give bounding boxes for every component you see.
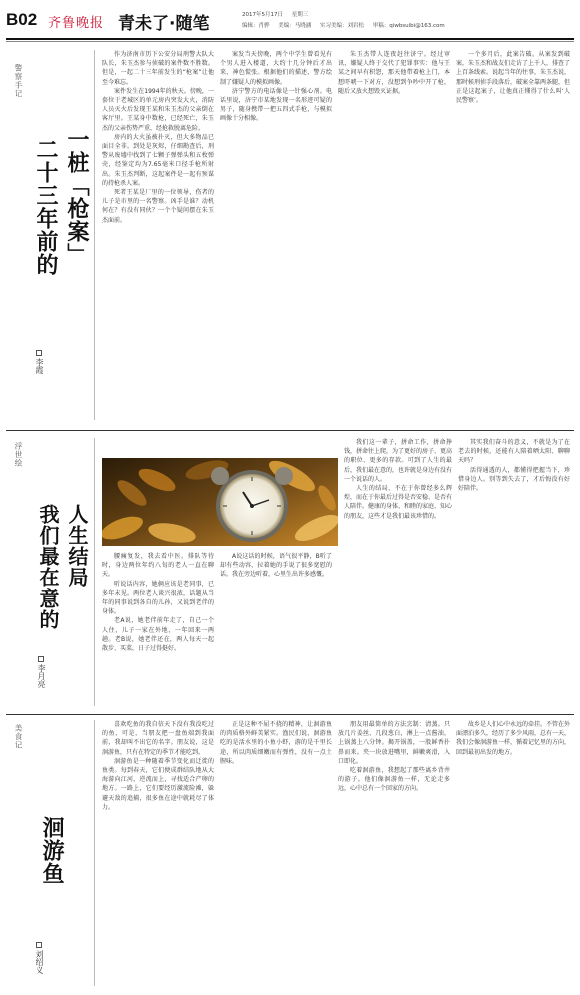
article-life-ending [6, 438, 574, 710]
text-column-3 [338, 50, 450, 420]
text-column-3 [344, 438, 452, 706]
text-column-2 [220, 720, 332, 986]
author-marker-icon [36, 942, 42, 948]
article-title-line-1: 一桩「枪案」 [64, 128, 89, 266]
article-title: 洄游鱼 [39, 816, 64, 885]
text-column-1 [102, 720, 214, 986]
section-title: 青未了·随笔 [118, 14, 210, 34]
article-gun-case [6, 50, 574, 425]
paragraph: A说这话的时候，语气很平静，B听了却有些动容，拉着她的手说了很多宽慰的话。我在旁边听着，心里生出许多感慨。 [220, 553, 332, 579]
issue-date-line [242, 10, 315, 18]
paragraph: 济宁警方的电话像是一针强心剂。电话里说，济宁市某地发现一名形迹可疑的男子，随身携带一把五四式手枪，与模拟画像十分相像。 [220, 87, 332, 123]
author-marker-icon [36, 350, 42, 356]
paragraph: 房内的大火虽被扑灭，但大多物品已面目全非。到处是灰烬，仔细勘查后，刑警从废墟中找到了七颗子弹弹头和五枚弹壳，经鉴定均为7.65毫米口径手枪所射出。朱玉杰判断，这起案件是一起有预谋的持枪杀人案。 [102, 133, 214, 187]
paragraph: 正是这种不屈不挠的精神，让洄游鱼的肉质格外鲜美紧实。渔民们说，洄游鱼吃的是活水里的小鱼小虾，游的是千里长途，所以肉质细嫩而有弹性，没有一点土腥味。 [220, 721, 332, 765]
paragraph: 故乡是人们心中永远的牵挂。不管在外面漂泊多久，经历了多少风雨，总有一天，我们会像洄游鱼一样，循着记忆里的方向，回到最初出发的地方。 [456, 721, 570, 756]
intern-editor-credit: 实习美编：刘岩松 [320, 23, 365, 29]
paragraph: 我们这一辈子，拼命工作，拼命挣钱，拼命往上爬，为了更好的房子、更高的职位、更多的存款。可到了人生的最后，我们最在意的，也许就是身边有没有一个说话的人。 [344, 439, 452, 483]
editor-credits [242, 21, 452, 29]
article-author: 刘绍义 [34, 942, 45, 974]
editor-credit: 编辑：肖骅 [242, 23, 270, 29]
paragraph: 吃着洄游鱼，我想起了那些离乡背井的游子。他们像洄游鱼一样，无论走多远，心中总有一个回家的方向。 [338, 767, 450, 793]
column-divider [94, 438, 95, 706]
column-divider [94, 50, 95, 420]
text-column-4 [456, 50, 570, 420]
section-divider [6, 714, 574, 715]
header-rule-thin [6, 41, 574, 42]
column-label: 警察手记 [14, 64, 23, 98]
paragraph: 喜欢吃鱼的我自信天下没有我没吃过的鱼，可是，当朋友把一盘鱼端到我面前，我却叫不出它的名字。朋友说，这是洄游鱼，只有在特定的季节才能吃到。 [102, 721, 214, 756]
clock-leaves-photo [102, 458, 338, 546]
paragraph: 其实我们奋斗的意义，不就是为了在老去的时候，还能有人陪着晒太阳、聊聊天吗？ [458, 439, 570, 465]
text-column-4 [458, 438, 570, 706]
paragraph: 一个多月后，此案告破。从案发到破案，朱玉杰和战友们走访了上千人，排查了上百条线索。说起当年的往事，朱玉杰说，那时候刑侦手段落后，破案全靠两条腿，但正是这起案子，让他真正懂得了什么叫‘人民警察’。 [456, 51, 570, 105]
issue-weekday: 星期三 [291, 12, 309, 18]
text-column-1 [102, 50, 214, 420]
article-title-line-2: 二十三年前的 [33, 138, 58, 276]
paragraph: 人生的结局，不在于你曾经多么辉煌，而在于你最后过得是否安稳、是否有人陪伴。健康的身体、和睦的家庭、知心的朋友，这些才是我们最该珍惜的。 [344, 485, 452, 520]
paragraph: 朋友用最简单的方法烹制：清蒸。只放几片姜丝、几段葱白，淋上一点酱油，上锅蒸上八分钟。揭开锅盖，一股鲜香扑鼻而来。夹一块放进嘴里，鲜嫩爽滑，入口即化。 [338, 721, 450, 765]
article-author: 李霞 [34, 350, 45, 374]
issue-date: 2017年5月17日 [242, 12, 283, 18]
paragraph: 活得通透的人，都懂得把握当下，珍惜身边人。别等到失去了，才后悔没有好好陪伴。 [458, 466, 570, 493]
column-divider [94, 720, 95, 986]
article-migratory-fish [6, 720, 574, 990]
paragraph: 朱玉杰带人连夜赶往济宁。经过审讯，嫌疑人终于交代了犯罪事实：他与王某之间早有积怨，那天他带着枪上门，本想吓唬一下对方，没想到争吵中开了枪，随后又放火想毁灭证据。 [338, 51, 450, 95]
art-editor-credit: 美编：马晓涵 [278, 23, 312, 29]
header-rule [6, 38, 574, 40]
text-column-3 [338, 720, 450, 986]
newspaper-name: 齐鲁晚报 [48, 16, 105, 31]
paragraph: 案件发生在1994年的秋天。傍晚，一套位于老城区的单元房内突发大火，消防人员灭火后发现王某和朱玉杰的父亲倒在客厅里。王某身中数枪，已经死亡，朱玉杰的父亲伤势严重，经抢救脱离危险。 [102, 87, 214, 132]
paragraph: 死者王某是厂里的一位领导，伤者的儿子是市里的一名警察。凶手是谁？动机何在？有没有同伙？一个个疑问摆在朱玉杰面前。 [102, 189, 214, 224]
clock-on-leaves-image [102, 458, 338, 546]
text-column-1 [102, 552, 214, 706]
section-divider [6, 430, 574, 431]
paragraph: 洄游鱼是一种随着季节变化而迁徙的鱼类。每到春天，它们便成群结队地从大海游向江河，逆流而上，寻找适合产卵的地方。一路上，它们要经历激流险滩，躲避天敌的追捕，很多鱼在途中就耗尽了体力。 [102, 757, 214, 811]
article-author: 李月亮 [36, 656, 47, 688]
page-number: B02 [6, 10, 38, 29]
paragraph: 听说话内容，她俩应该是老同事，已多年未见。两位老人谈兴很浓，话题从当年的同事说到各自的儿孙，又说到老伴的身体。 [102, 580, 214, 616]
author-marker-icon [38, 656, 44, 662]
article-title-line-2: 我们最在意的 [36, 504, 60, 630]
page-header [6, 4, 574, 38]
paragraph: 老A说，她老伴前年走了，自己一个人住，儿子一家在外地，一年回来一两趟。老B说，她老伴还在，两人每天一起散步、买菜，日子过得挺好。 [102, 617, 214, 653]
column-label: 美食记 [14, 724, 23, 750]
text-column-2 [220, 552, 332, 706]
column-label: 浮世绘 [14, 442, 23, 468]
text-column-4 [456, 720, 570, 986]
text-column-2 [220, 50, 332, 420]
paragraph: 腰痛复发，我去看中医。排队等待时，身边两位年约八旬的老人一直在聊天。 [102, 553, 214, 579]
article-title-line-1: 人生结局 [65, 504, 89, 588]
paragraph: 案发当天傍晚，两个中学生曾看见有个男人进入楼道，大约十几分钟后才出来，神色慌张。根据他们的描述，警方绘制了嫌疑人的模拟画像。 [220, 51, 332, 86]
paragraph: 作为济南市历下公安分局刑警大队大队长，朱玉杰参与侦破的案件数不胜数。但是，一起二十三年前发生的“枪案”让他至今难忘。 [102, 51, 214, 86]
submission-email[interactable]: 审稿：qiwbsuibi@163.com [372, 23, 445, 29]
